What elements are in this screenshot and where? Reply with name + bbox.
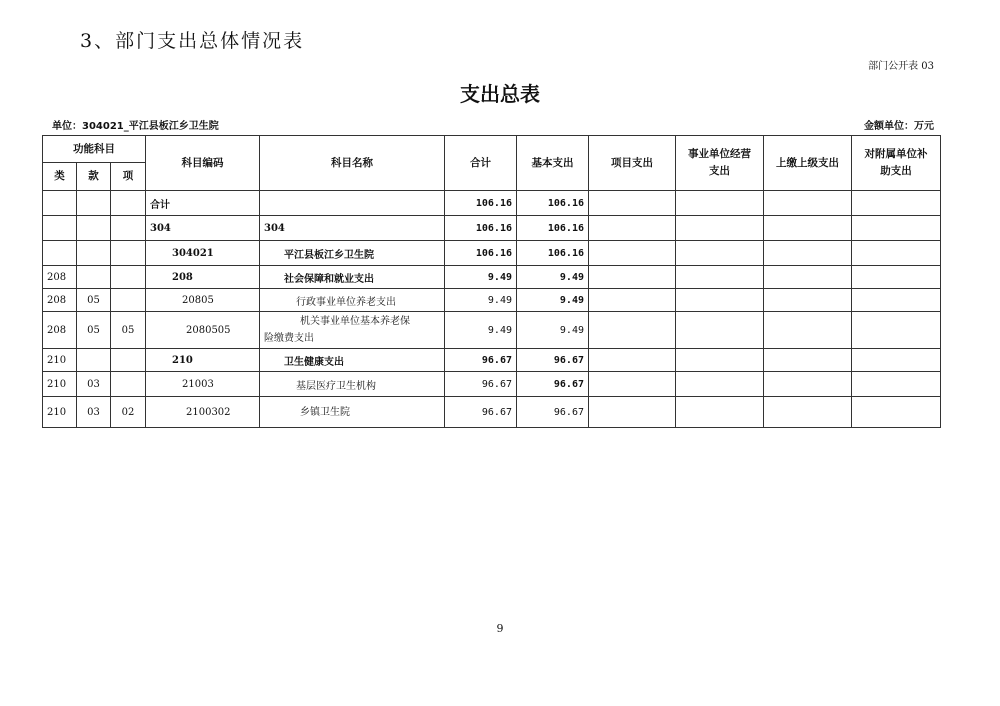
cell-project [589, 372, 676, 397]
section-heading: 3、部门支出总体情况表 [80, 30, 305, 52]
table-row [43, 312, 941, 349]
cell-project [589, 216, 676, 241]
cell-enterprise-op [676, 349, 764, 372]
cell-enterprise-op [676, 191, 764, 216]
cell-name: 行政事业单位养老支出 [260, 289, 445, 312]
header-xiang: 项 [111, 163, 146, 191]
cell-xiang: 05 [111, 312, 146, 349]
cell-total: 9.49 [445, 312, 517, 349]
header-lei: 类 [43, 163, 77, 191]
cell-lei: 208 [43, 266, 77, 289]
cell-total: 9.49 [445, 266, 517, 289]
expense-summary-table [42, 135, 941, 428]
cell-code: 2100302 [146, 397, 260, 428]
cell-enterprise-op [676, 266, 764, 289]
cell-subsidy [852, 397, 941, 428]
cell-enterprise-op [676, 241, 764, 266]
cell-code: 合计 [146, 191, 260, 216]
cell-lei [43, 241, 77, 266]
cell-kuan: 03 [77, 397, 111, 428]
header-subsidy-line2: 助支出 [880, 165, 912, 177]
unit-label: 单位：304021_平江县板江乡卫生院 [52, 121, 219, 132]
header-enterprise-op-line2: 支出 [709, 165, 730, 177]
cell-name [260, 312, 445, 349]
cell-kuan [77, 266, 111, 289]
header-subsidy-line1: 对附属单位补 [864, 148, 928, 160]
header-enterprise-op-line1: 事业单位经营 [688, 148, 751, 160]
header-row-1 [43, 136, 941, 163]
cell-kuan: 05 [77, 312, 111, 349]
cell-subsidy [852, 191, 941, 216]
cell-name-line2: 险缴费支出 [264, 333, 314, 344]
header-kuan: 款 [77, 163, 111, 191]
cell-name: 304 [260, 216, 445, 241]
cell-subsidy [852, 349, 941, 372]
cell-enterprise-op [676, 289, 764, 312]
header-basic: 基本支出 [517, 136, 589, 191]
cell-basic: 106.16 [517, 191, 589, 216]
cell-code: 210 [146, 349, 260, 372]
cell-remit-upper [764, 289, 852, 312]
header-subsidy [852, 136, 941, 191]
cell-project [589, 266, 676, 289]
cell-kuan: 05 [77, 289, 111, 312]
header-enterprise-op [676, 136, 764, 191]
table-row [43, 191, 941, 216]
cell-name: 卫生健康支出 [260, 349, 445, 372]
cell-subsidy [852, 241, 941, 266]
cell-enterprise-op [676, 216, 764, 241]
cell-lei: 210 [43, 349, 77, 372]
cell-xiang [111, 266, 146, 289]
cell-project [589, 312, 676, 349]
cell-subsidy [852, 372, 941, 397]
page-number: 9 [496, 622, 504, 635]
cell-lei: 210 [43, 372, 77, 397]
cell-xiang [111, 349, 146, 372]
cell-xiang [111, 241, 146, 266]
header-total: 合计 [445, 136, 517, 191]
cell-code: 304 [146, 216, 260, 241]
cell-xiang [111, 191, 146, 216]
cell-subsidy [852, 312, 941, 349]
cell-kuan [77, 216, 111, 241]
cell-kuan [77, 191, 111, 216]
cell-name: 乡镇卫生院 [260, 397, 445, 428]
cell-enterprise-op [676, 372, 764, 397]
cell-basic: 96.67 [517, 372, 589, 397]
cell-xiang [111, 289, 146, 312]
cell-name [260, 191, 445, 216]
cell-lei: 210 [43, 397, 77, 428]
cell-basic: 106.16 [517, 216, 589, 241]
cell-name-line1: 机关事业单位基本养老保 [300, 316, 410, 327]
cell-subsidy [852, 289, 941, 312]
cell-basic: 96.67 [517, 397, 589, 428]
cell-remit-upper [764, 266, 852, 289]
cell-project [589, 241, 676, 266]
cell-kuan [77, 241, 111, 266]
cell-remit-upper [764, 241, 852, 266]
cell-project [589, 289, 676, 312]
table-row [43, 241, 941, 266]
cell-remit-upper [764, 397, 852, 428]
cell-xiang [111, 216, 146, 241]
cell-name: 平江县板江乡卫生院 [260, 241, 445, 266]
cell-total: 96.67 [445, 372, 517, 397]
amount-unit-label: 金额单位：万元 [864, 121, 934, 132]
header-subject-code: 科目编码 [146, 136, 260, 191]
header-remit-upper: 上缴上级支出 [764, 136, 852, 191]
cell-lei: 208 [43, 289, 77, 312]
cell-basic: 9.49 [517, 266, 589, 289]
table-row [43, 397, 941, 428]
cell-total: 106.16 [445, 216, 517, 241]
table-row [43, 289, 941, 312]
cell-xiang: 02 [111, 397, 146, 428]
cell-code: 304021 [146, 241, 260, 266]
cell-lei [43, 191, 77, 216]
cell-total: 96.67 [445, 397, 517, 428]
cell-remit-upper [764, 312, 852, 349]
header-subject-name: 科目名称 [260, 136, 445, 191]
table-row [43, 372, 941, 397]
table-row [43, 266, 941, 289]
header-project: 项目支出 [589, 136, 676, 191]
cell-enterprise-op [676, 312, 764, 349]
cell-xiang [111, 372, 146, 397]
cell-code: 2080505 [146, 312, 260, 349]
cell-remit-upper [764, 349, 852, 372]
cell-total: 96.67 [445, 349, 517, 372]
cell-total: 106.16 [445, 241, 517, 266]
cell-lei: 208 [43, 312, 77, 349]
cell-code: 20805 [146, 289, 260, 312]
cell-basic: 9.49 [517, 312, 589, 349]
cell-lei [43, 216, 77, 241]
page-title: 支出总表 [460, 82, 540, 106]
cell-subsidy [852, 266, 941, 289]
cell-subsidy [852, 216, 941, 241]
cell-enterprise-op [676, 397, 764, 428]
table-row [43, 216, 941, 241]
cell-remit-upper [764, 372, 852, 397]
cell-kuan: 03 [77, 372, 111, 397]
cell-kuan [77, 349, 111, 372]
cell-name: 基层医疗卫生机构 [260, 372, 445, 397]
cell-code: 21003 [146, 372, 260, 397]
cell-project [589, 349, 676, 372]
cell-total: 9.49 [445, 289, 517, 312]
cell-remit-upper [764, 216, 852, 241]
cell-project [589, 397, 676, 428]
form-number: 部门公开表 03 [868, 61, 934, 72]
cell-basic: 106.16 [517, 241, 589, 266]
table-row [43, 349, 941, 372]
header-func-subject: 功能科目 [43, 136, 146, 163]
cell-code: 208 [146, 266, 260, 289]
cell-total: 106.16 [445, 191, 517, 216]
cell-remit-upper [764, 191, 852, 216]
cell-project [589, 191, 676, 216]
cell-name: 社会保障和就业支出 [260, 266, 445, 289]
cell-basic: 96.67 [517, 349, 589, 372]
cell-basic: 9.49 [517, 289, 589, 312]
